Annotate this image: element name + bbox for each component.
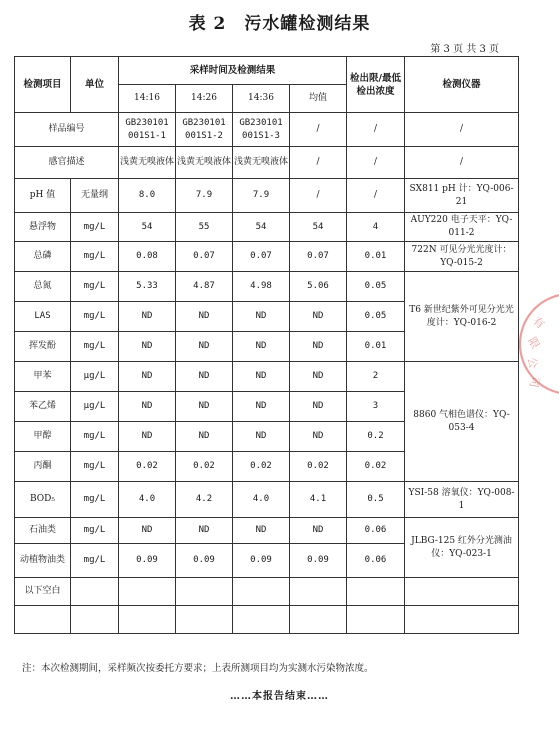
unit: mg/L bbox=[71, 482, 119, 518]
value-3: ND bbox=[233, 392, 290, 422]
table-row bbox=[15, 242, 519, 272]
item-name: 丙酮 bbox=[15, 452, 71, 482]
table-row bbox=[15, 578, 519, 606]
limit-value: 0.06 bbox=[347, 518, 405, 544]
table-row bbox=[15, 272, 519, 302]
value-1: 4.0 bbox=[119, 482, 176, 518]
value-2: ND bbox=[176, 332, 233, 362]
unit: 无量纲 bbox=[71, 179, 119, 213]
instrument-cell: AUY220 电子天平：YQ-011-2 bbox=[405, 213, 519, 242]
unit: mg/L bbox=[71, 422, 119, 452]
header-unit: 单位 bbox=[71, 57, 119, 113]
limit-value: 0.06 bbox=[347, 544, 405, 578]
mean-value: ND bbox=[290, 518, 347, 544]
unit: mg/L bbox=[71, 544, 119, 578]
value-3: 0.07 bbox=[233, 242, 290, 272]
instrument-cell: / bbox=[405, 147, 519, 179]
limit-value: 0.01 bbox=[347, 242, 405, 272]
unit: μg/L bbox=[71, 392, 119, 422]
svg-text:有: 有 bbox=[530, 314, 547, 332]
limit-value: 4 bbox=[347, 213, 405, 242]
limit-value: 2 bbox=[347, 362, 405, 392]
mean-value: ND bbox=[290, 302, 347, 332]
item-name: 石油类 bbox=[15, 518, 71, 544]
value-1: ND bbox=[119, 362, 176, 392]
value-1: 8.0 bbox=[119, 179, 176, 213]
value-2: ND bbox=[176, 362, 233, 392]
mean-value: 5.06 bbox=[290, 272, 347, 302]
limit-value: 0.05 bbox=[347, 272, 405, 302]
mean-value: ND bbox=[290, 332, 347, 362]
unit: mg/L bbox=[71, 302, 119, 332]
results-table bbox=[14, 56, 519, 634]
value-1: 0.02 bbox=[119, 452, 176, 482]
value-3: ND bbox=[233, 518, 290, 544]
instrument-cell: JLBG-125 红外分光测油仪：YQ-023-1 bbox=[405, 518, 519, 578]
limit-value: 0.2 bbox=[347, 422, 405, 452]
mean-value: ND bbox=[290, 362, 347, 392]
value-1: ND bbox=[119, 332, 176, 362]
header-time-3: 14:36 bbox=[233, 85, 290, 113]
sense-desc-3: 浅黄无嗅液体 bbox=[233, 147, 290, 179]
svg-text:公: 公 bbox=[525, 356, 540, 370]
limit-value: 0.05 bbox=[347, 302, 405, 332]
value-2: 55 bbox=[176, 213, 233, 242]
instrument-cell: 722N 可见分光光度计：YQ-015-2 bbox=[405, 242, 519, 272]
unit: mg/L bbox=[71, 213, 119, 242]
svg-text:司: 司 bbox=[527, 375, 542, 389]
mean-value: 0.02 bbox=[290, 452, 347, 482]
value-2: ND bbox=[176, 302, 233, 332]
value-3: 7.9 bbox=[233, 179, 290, 213]
value-2: ND bbox=[176, 392, 233, 422]
value-1: ND bbox=[119, 392, 176, 422]
value-1: 0.08 bbox=[119, 242, 176, 272]
limit-value: / bbox=[347, 113, 405, 147]
mean-value: 0.07 bbox=[290, 242, 347, 272]
page-number: 第 3 页 共 3 页 bbox=[430, 44, 499, 55]
row-label: 感官描述 bbox=[15, 147, 119, 179]
item-name: 悬浮物 bbox=[15, 213, 71, 242]
mean-value: ND bbox=[290, 392, 347, 422]
header-mean: 均值 bbox=[290, 85, 347, 113]
value-1: 54 bbox=[119, 213, 176, 242]
sense-desc-1: 浅黄无嗅液体 bbox=[119, 147, 176, 179]
table-row bbox=[15, 179, 519, 213]
instrument-cell: T6 新世纪紫外可见分光光度计：YQ-016-2 bbox=[405, 272, 519, 362]
mean-value: 0.09 bbox=[290, 544, 347, 578]
table-row bbox=[15, 147, 519, 179]
item-name: 总磷 bbox=[15, 242, 71, 272]
mean-value: / bbox=[290, 113, 347, 147]
limit-value: / bbox=[347, 147, 405, 179]
limit-value: 0.5 bbox=[347, 482, 405, 518]
item-name: BOD₅ bbox=[15, 482, 71, 518]
header-sampling: 采样时间及检测结果 bbox=[119, 57, 347, 85]
value-1: 5.33 bbox=[119, 272, 176, 302]
item-name: 挥发酚 bbox=[15, 332, 71, 362]
mean-value: ND bbox=[290, 422, 347, 452]
table-row bbox=[15, 518, 519, 544]
value-3: 4.98 bbox=[233, 272, 290, 302]
mean-value: 4.1 bbox=[290, 482, 347, 518]
instrument-cell: YSI-58 溶氧仪：YQ-008-1 bbox=[405, 482, 519, 518]
report-title: 表 2 污水罐检测结果 bbox=[188, 14, 371, 34]
value-3: 0.02 bbox=[233, 452, 290, 482]
value-1: ND bbox=[119, 302, 176, 332]
item-name: 动植物油类 bbox=[15, 544, 71, 578]
value-1: ND bbox=[119, 422, 176, 452]
value-2: 4.87 bbox=[176, 272, 233, 302]
unit: mg/L bbox=[71, 332, 119, 362]
mean-value: / bbox=[290, 179, 347, 213]
table-row bbox=[15, 362, 519, 392]
instrument-cell: 8860 气相色谱仪：YQ-053-4 bbox=[405, 362, 519, 482]
item-name: 甲苯 bbox=[15, 362, 71, 392]
value-2: ND bbox=[176, 518, 233, 544]
value-2: ND bbox=[176, 422, 233, 452]
unit: mg/L bbox=[71, 452, 119, 482]
value-2: 0.09 bbox=[176, 544, 233, 578]
item-name: 苯乙烯 bbox=[15, 392, 71, 422]
item-name: 甲醇 bbox=[15, 422, 71, 452]
value-2: 4.2 bbox=[176, 482, 233, 518]
limit-value: 0.02 bbox=[347, 452, 405, 482]
unit: mg/L bbox=[71, 242, 119, 272]
value-2: 0.07 bbox=[176, 242, 233, 272]
sense-desc-2: 浅黄无嗅液体 bbox=[176, 147, 233, 179]
item-name: 总氮 bbox=[15, 272, 71, 302]
value-3: 54 bbox=[233, 213, 290, 242]
limit-value: 3 bbox=[347, 392, 405, 422]
value-3: ND bbox=[233, 422, 290, 452]
end-of-report: ……本报告结束…… bbox=[230, 691, 329, 702]
limit-value: 0.01 bbox=[347, 332, 405, 362]
value-2: 0.02 bbox=[176, 452, 233, 482]
value-3: ND bbox=[233, 362, 290, 392]
row-label: 样品编号 bbox=[15, 113, 119, 147]
value-1: ND bbox=[119, 518, 176, 544]
mean-value: / bbox=[290, 147, 347, 179]
header-limit: 检出限/最低检出浓度 bbox=[347, 57, 405, 113]
item-name: pH 值 bbox=[15, 179, 71, 213]
value-3: ND bbox=[233, 302, 290, 332]
header-item: 检测项目 bbox=[15, 57, 71, 113]
sample-id-2: GB230101 001S1-2 bbox=[176, 113, 233, 147]
value-3: 0.09 bbox=[233, 544, 290, 578]
sample-id-3: GB230101 001S1-3 bbox=[233, 113, 290, 147]
item-name: LAS bbox=[15, 302, 71, 332]
value-1: 0.09 bbox=[119, 544, 176, 578]
svg-text:限: 限 bbox=[525, 335, 543, 352]
blank-label: 以下空白 bbox=[15, 578, 71, 606]
value-3: ND bbox=[233, 332, 290, 362]
mean-value: 54 bbox=[290, 213, 347, 242]
table-row bbox=[15, 213, 519, 242]
value-2: 7.9 bbox=[176, 179, 233, 213]
header-time-2: 14:26 bbox=[176, 85, 233, 113]
company-seal-stamp bbox=[514, 292, 559, 396]
unit: mg/L bbox=[71, 272, 119, 302]
value-3: 4.0 bbox=[233, 482, 290, 518]
table-row bbox=[15, 606, 519, 634]
instrument-cell: / bbox=[405, 113, 519, 147]
header-instrument: 检测仪器 bbox=[405, 57, 519, 113]
sample-id-1: GB230101 001S1-1 bbox=[119, 113, 176, 147]
table-row bbox=[15, 113, 519, 147]
unit: mg/L bbox=[71, 518, 119, 544]
limit-value: / bbox=[347, 179, 405, 213]
footnote: 注：本次检测期间，采样频次按委托方要求；上表所测项目均为实测水污染物浓度。 bbox=[22, 663, 374, 674]
unit: μg/L bbox=[71, 362, 119, 392]
instrument-cell: SX811 pH 计：YQ-006-21 bbox=[405, 179, 519, 213]
table-row bbox=[15, 482, 519, 518]
header-time-1: 14:16 bbox=[119, 85, 176, 113]
